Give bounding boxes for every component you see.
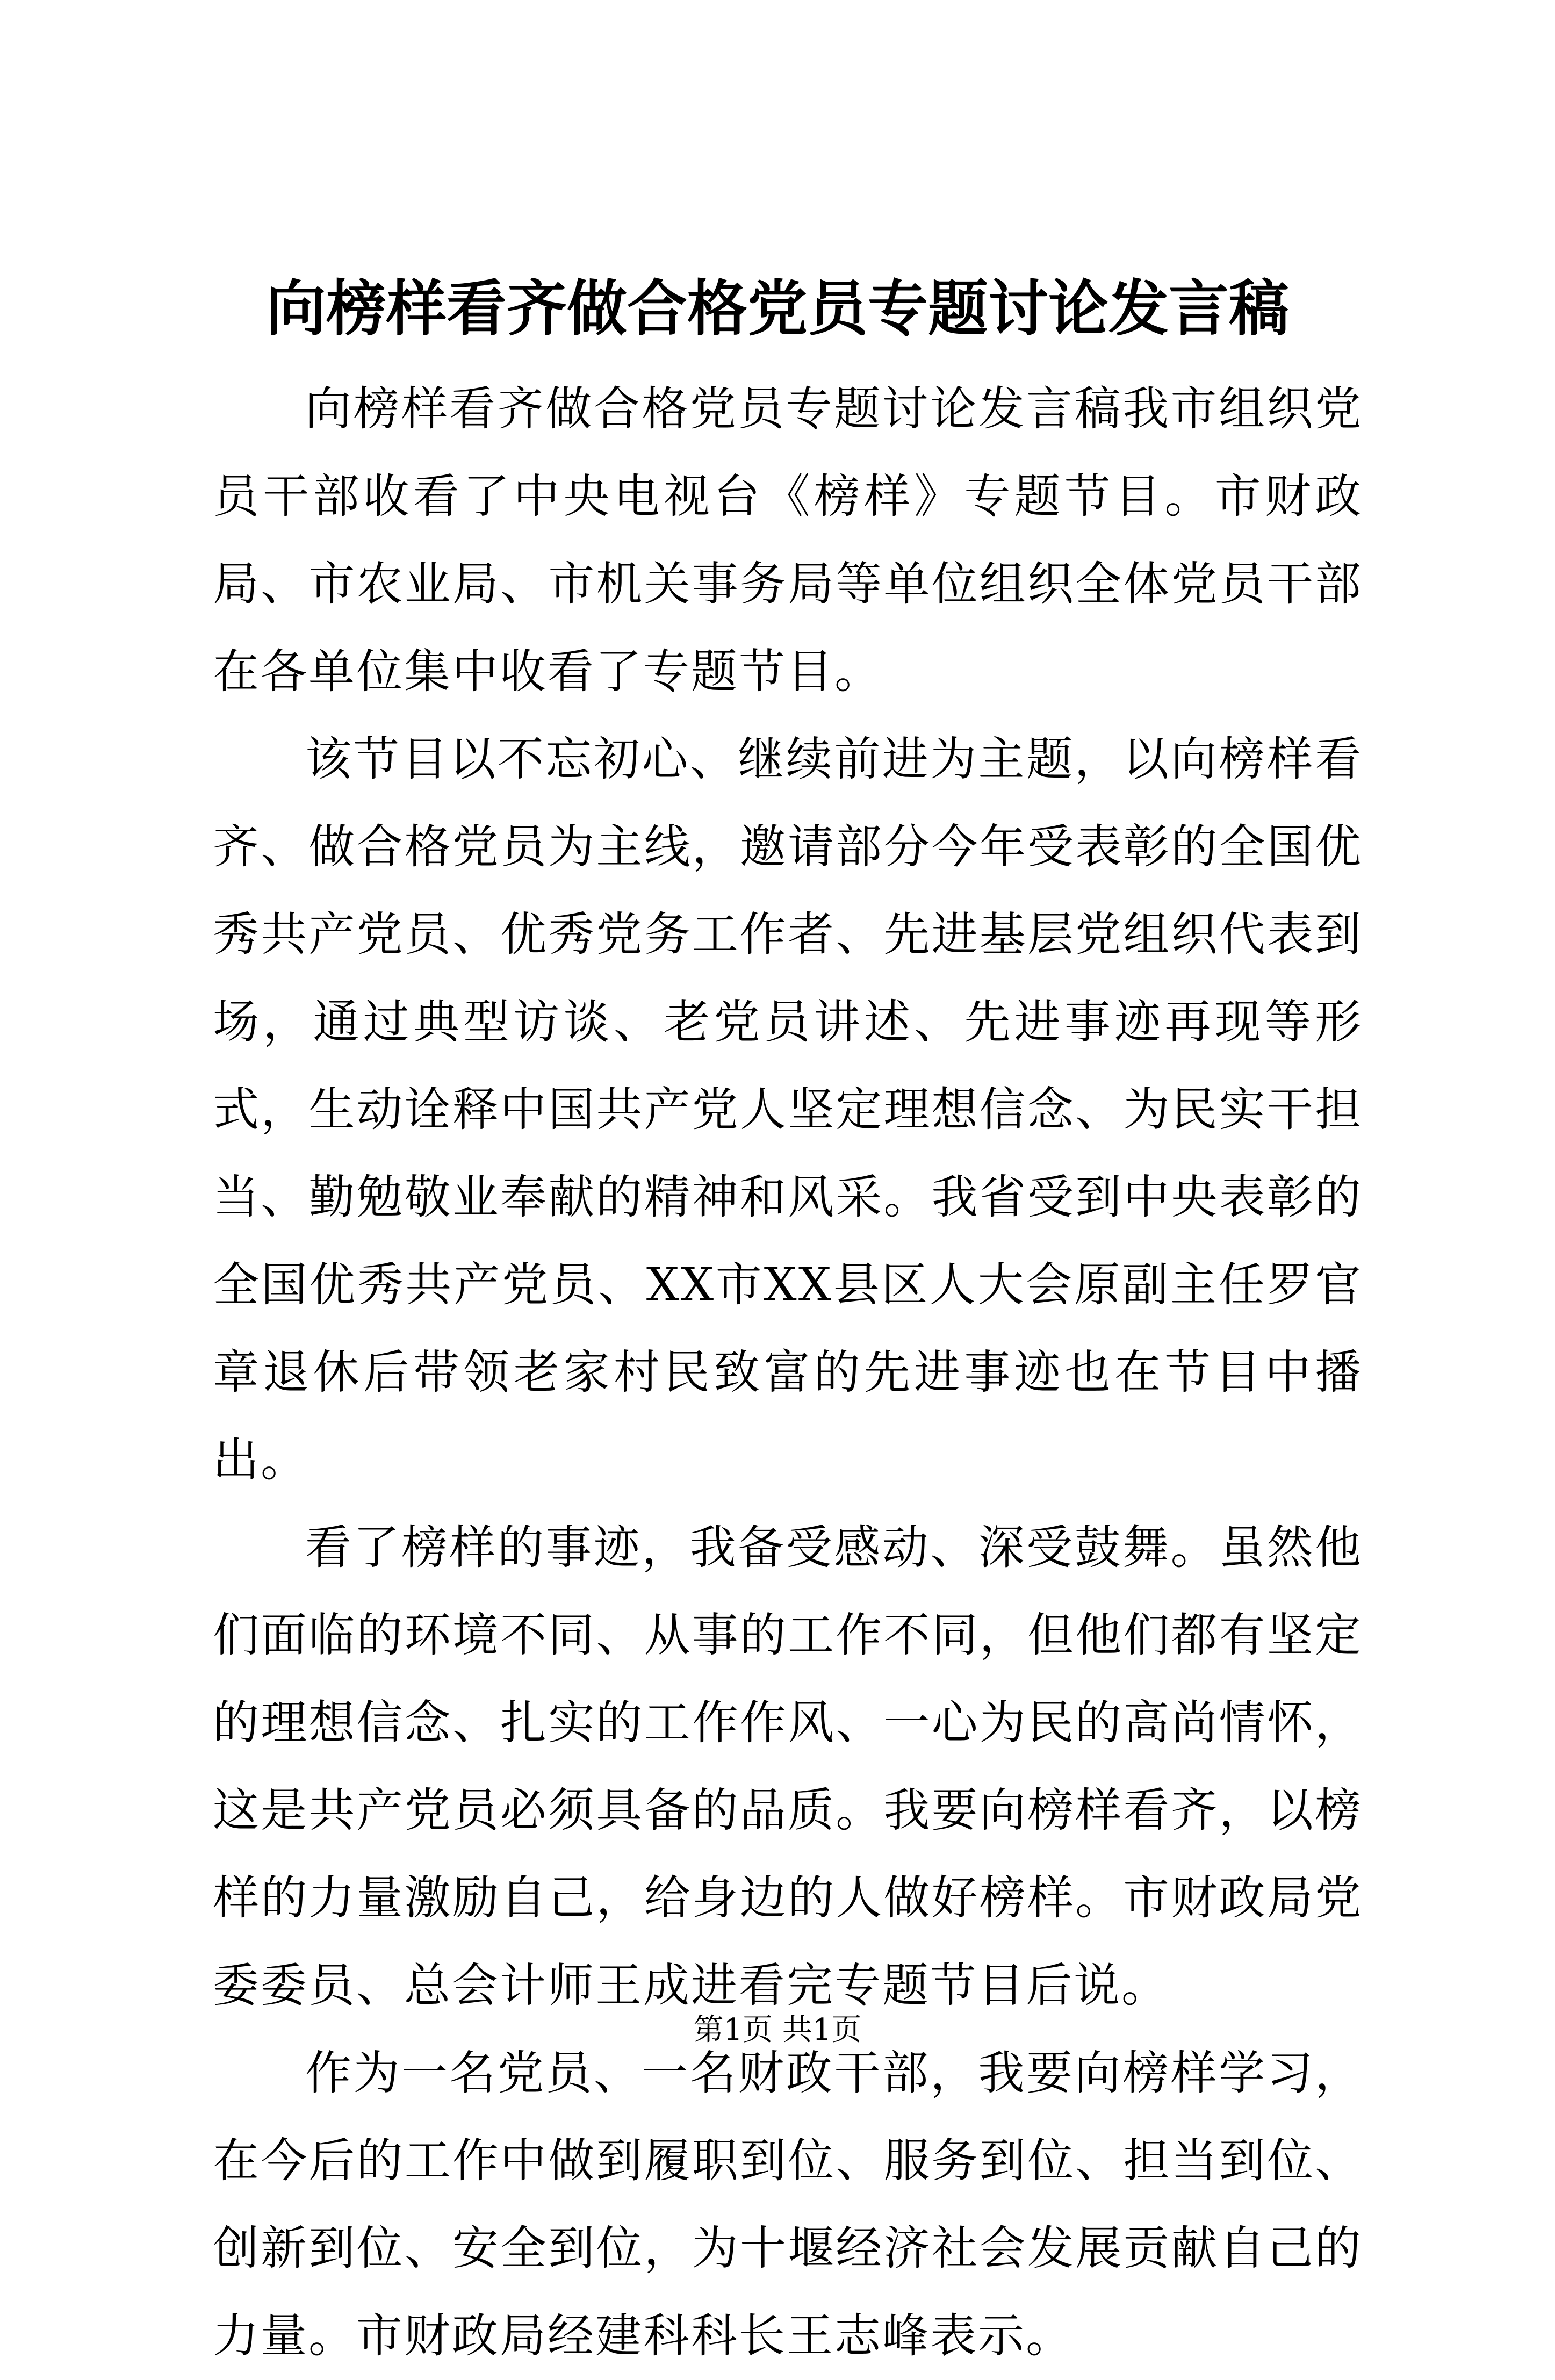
paragraph-4: 作为一名党员、一名财政干部，我要向榜样学习，在今后的工作中做到履职到位、服务到位、担当到位、创新到位、安全到位，为十堰经济社会发展贡献自己的力量。市财政局经建科科长王志峰表示。 [213, 2046, 1363, 2363]
paragraph-2: 该节目以不忘初心、继续前进为主题，以向榜样看齐、做合格党员为主线，邀请部分今年受表彰的全国优秀共产党员、优秀党务工作者、先进基层党组织代表到场，通过典型访谈、老党员讲述、先进事迹再现等形式，生动诠释中国共产党人坚定理想信念、为民实干担当、勤勉敬业奉献的精神和风采。我省受到中央表彰的全国优秀共产党员、XX市XX县区人大会原副主任罗官章退休后带领老家村民致富的先进事迹也在节目中播出。 [213, 732, 1363, 1487]
paragraph-3: 看了榜样的事迹，我备受感动、深受鼓舞。虽然他们面临的环境不同、从事的工作不同，但他们都有坚定的理想信念、扎实的工作作风、一心为民的高尚情怀，这是共产党员必须具备的品质。我要向榜样看齐，以榜样的力量激励自己，给身边的人做好榜样。市财政局党委委员、总会计师王成进看完专题节目后说。 [213, 1521, 1363, 2012]
document-body [213, 365, 1363, 2380]
document-title: 向榜样看齐做合格党员专题讨论发言稿 [266, 274, 1289, 344]
paragraph-1: 向榜样看齐做合格党员专题讨论发言稿我市组织党员干部收看了中央电视台《榜样》专题节目。市财政局、市农业局、市机关事务局等单位组织全体党员干部在各单位集中收看了专题节目。 [213, 382, 1363, 699]
page-footer: 第1页 共1页 [693, 2012, 862, 2047]
